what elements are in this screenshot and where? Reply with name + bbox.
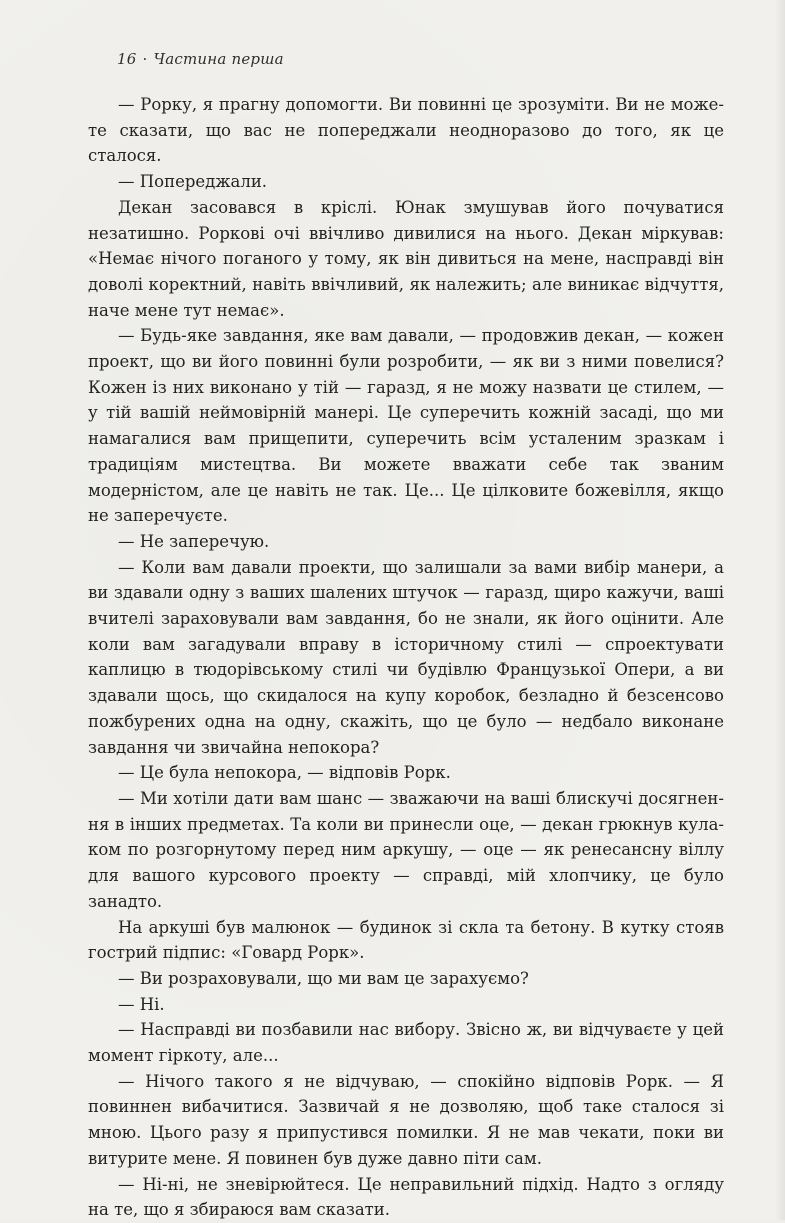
paragraph: — Не заперечую. bbox=[118, 531, 270, 551]
paragraph: — Ви розраховували, що ми вам це зарахуємо? bbox=[118, 968, 529, 988]
paragraph: — Це була непокора, — відповів Рорк. bbox=[118, 763, 451, 783]
body-text bbox=[88, 92, 724, 1223]
paragraph: — Ні. bbox=[118, 994, 165, 1014]
paragraph: — Коли вам давали проекти, що залишали за вами вибір манери, а ви здавали одну з ваших шалених штучок — гаразд, щиро кажучи, ваші вчителі зараховували вам завдання, бо не знали, як його оцінити. Але коли вам загадували вправу в історичному стилі — спроектувати каплицю в тюдорівському стилі чи будівлю Французької Опери, а ви здавали щось, що скидалося на купу коробок, безладно й безсенсово пожбурених одна на одну, скажіть, що це було — недбало виконане завдання чи звичайна непокора? bbox=[88, 557, 724, 757]
paragraph: Декан засовався в кріслі. Юнак змушував його почуватися незатишно. Роркові очі ввічливо дивилися на нього. Декан міркував: «Немає нічого поганого у тому, як він дивиться на мене, насправді він доволі коректний, навіть ввічливий, як належить; але виникає відчуття, наче мене тут немає». bbox=[88, 197, 724, 320]
paragraph: На аркуші був малюнок — будинок зі скла та бетону. В кутку стояв гострий підпис: «Говард Рорк». bbox=[88, 917, 724, 963]
header-separator: · bbox=[142, 50, 148, 68]
paragraph: — Ні-ні, не зневірюйтеся. Це неправильний підхід. Надто з огляду на те, що я збираюся вам сказати. bbox=[88, 1174, 724, 1220]
paragraph: — Нічого такого я не відчуваю, — спокійно відповів Рорк. — Я повиннен вибачитися. Зазвичай я не дозволяю, щоб таке сталося зі мною. Цього разу я припустився помилки. Я не мав чекати, поки ви витурите мене. Я повинен був дуже давно піти сам. bbox=[88, 1071, 724, 1168]
paragraph: — Ми хотіли дати вам шанс — зважаючи на ваші блискучі досягнення в інших предметах. Та коли ви принесли оце, — декан грюкнув кулаком по розгорнутому перед ним аркушу, — оце — як ренесансну віллу для вашого курсового проекту — справді, мій хлопчику, це було занадто. bbox=[88, 788, 724, 911]
paragraph: — Будь-яке завдання, яке вам давали, — продовжив декан, — кожен проект, що ви його повинні були розробити, — як ви з ними повелися? Кожен із них виконано у тій — гаразд, я не можу назвати це стилем, — у тій вашій неймовірній манері. Це суперечить кожній засаді, що ми намагалися вам прищепити, суперечить всім усталеним зразкам і традиціям мистецтва. Ви можете вважати себе так званим модерністом, але це навіть не так. Це... Це цілковите божевілля, якщо не заперечуєте. bbox=[88, 326, 724, 526]
section-title: Частина перша bbox=[153, 50, 284, 68]
paragraph: — Попереджали. bbox=[118, 172, 268, 192]
page-edge-shadow bbox=[775, 0, 785, 1220]
paragraph: — Насправді ви позбавили нас вибору. Звісно ж, ви відчуваєте у цей момент гіркоту, але... bbox=[88, 1020, 724, 1066]
running-header bbox=[117, 50, 284, 68]
paragraph: — Рорку, я прагну допомогти. Ви повинні це зрозуміти. Ви не можете сказати, що вас не попереджали неодноразово до того, як це сталося. bbox=[88, 95, 724, 166]
page-number: 16 bbox=[117, 50, 137, 68]
